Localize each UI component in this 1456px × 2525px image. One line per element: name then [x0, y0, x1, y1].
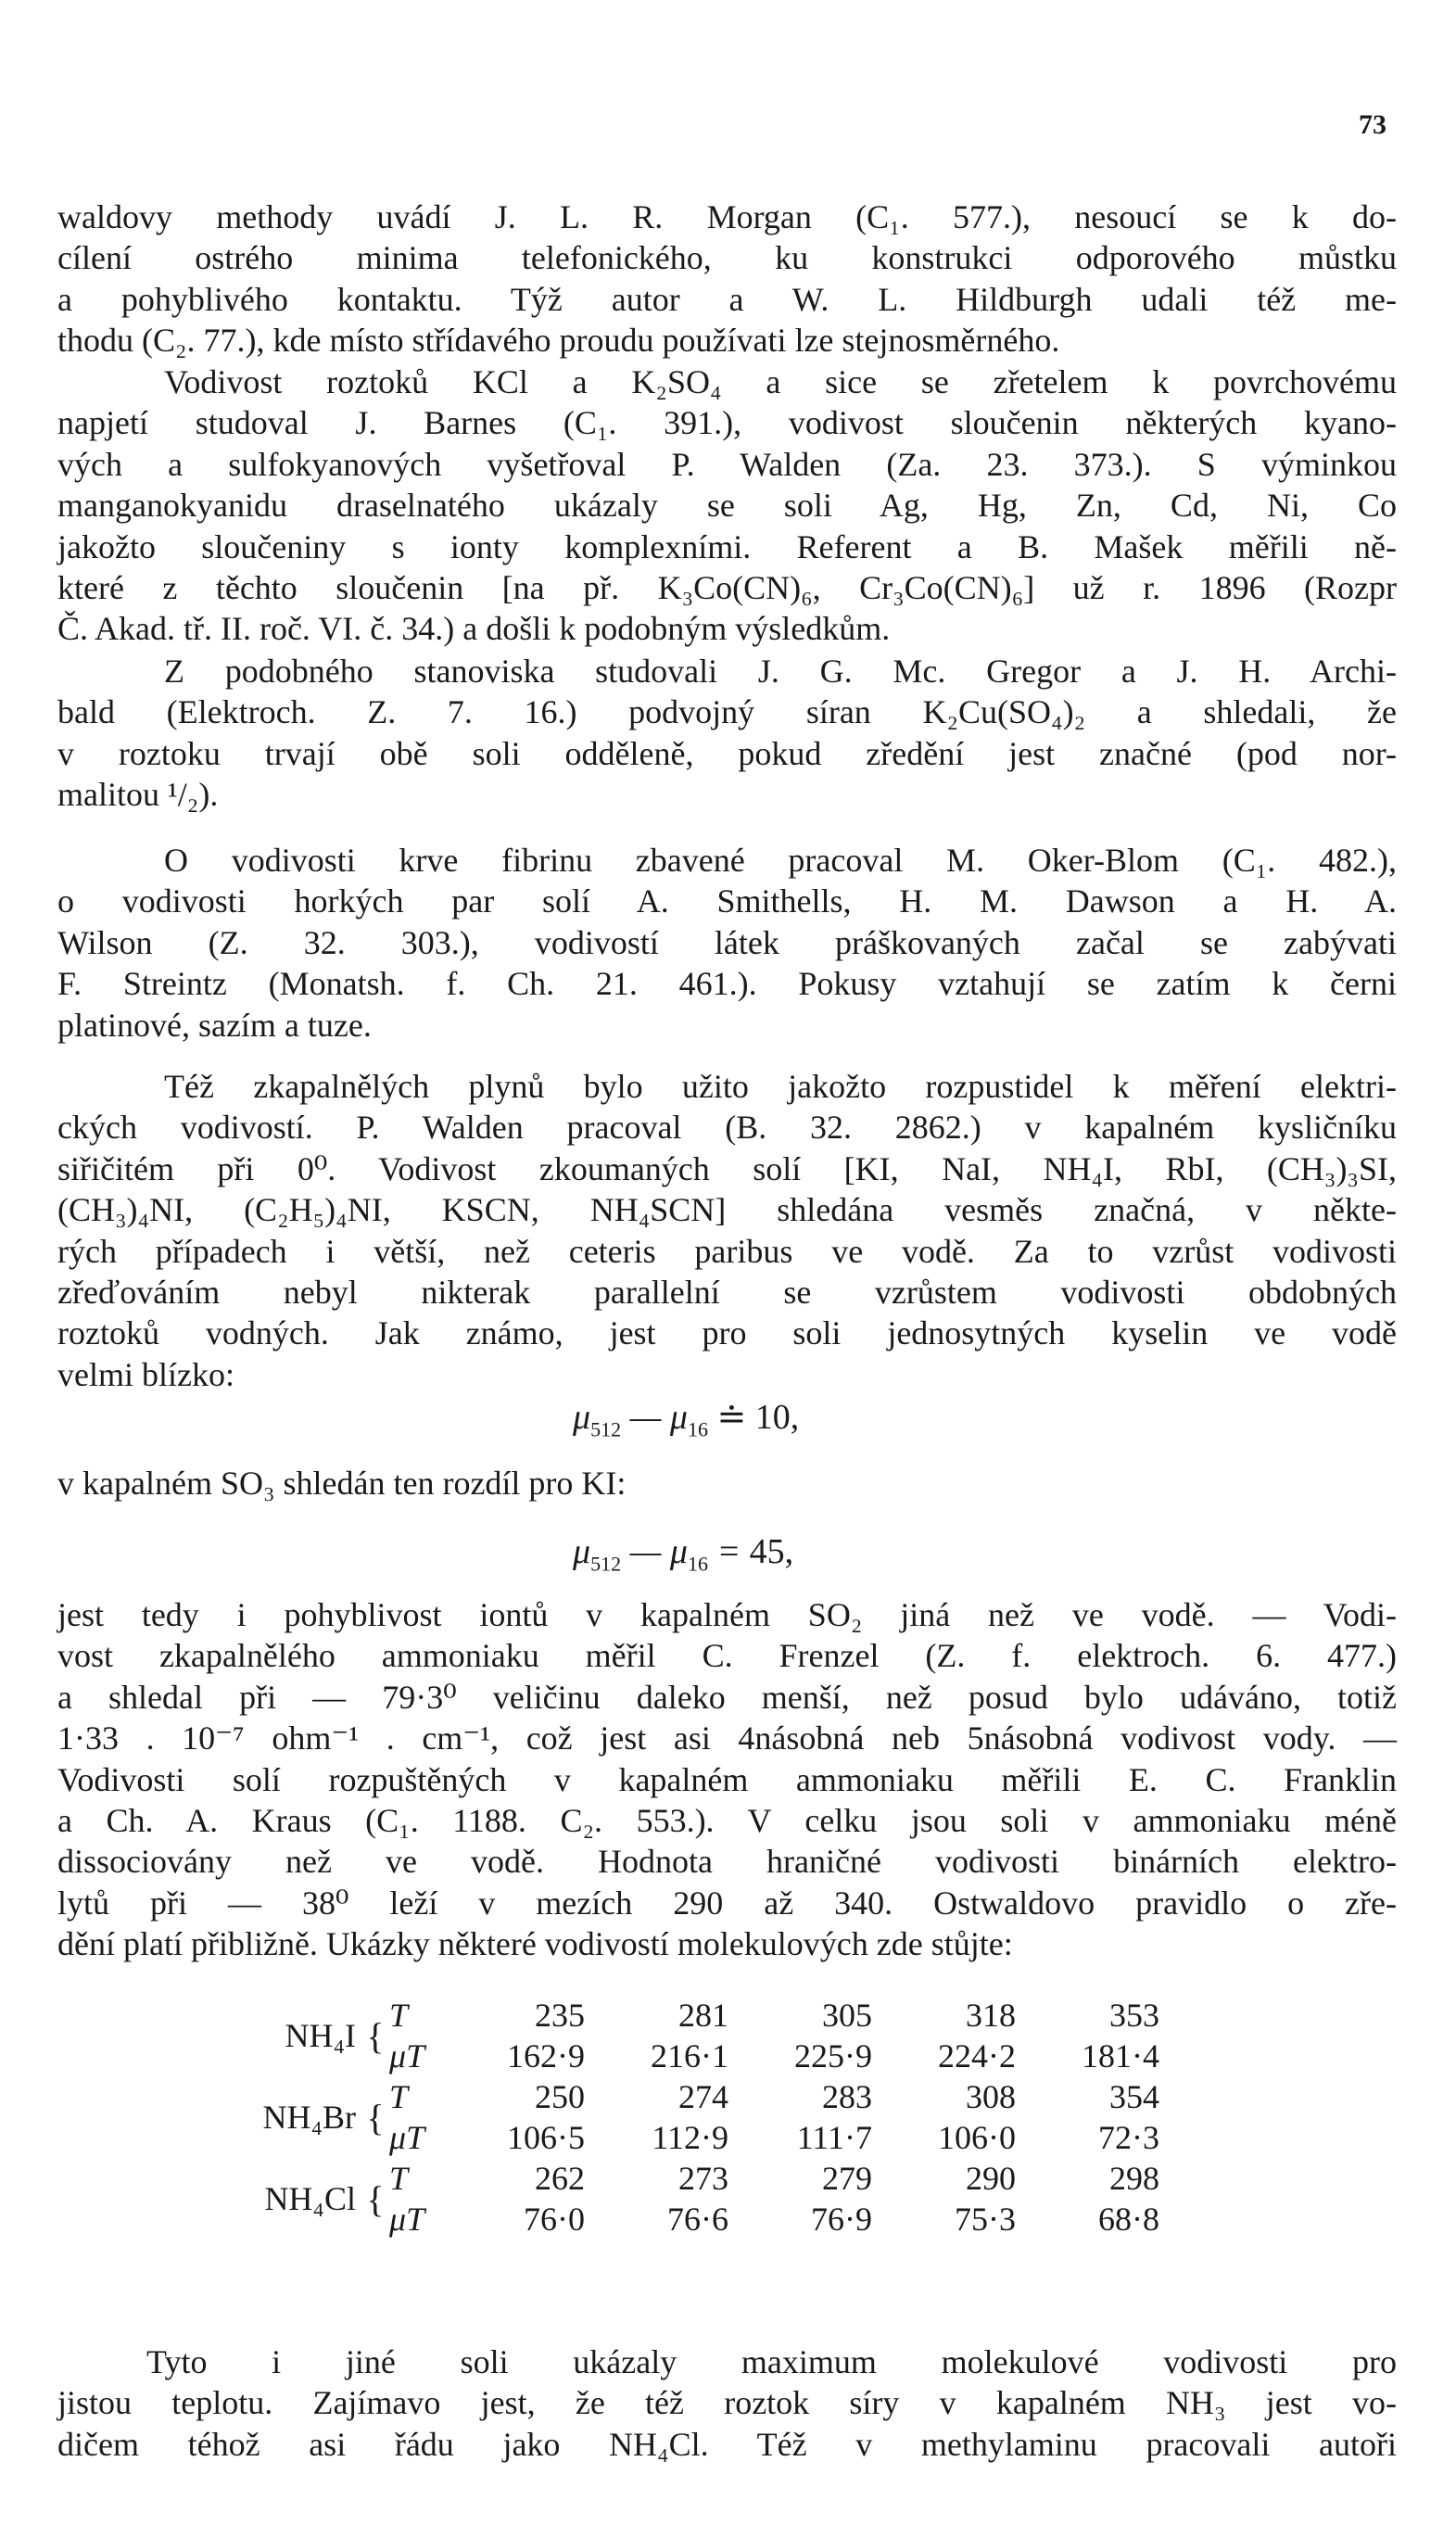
line: v kapalném SO₃ shledán ten rozdíl pro KI: — [57, 1465, 627, 1502]
table-cell: 353 — [1109, 1997, 1159, 2034]
minus-sign: — — [629, 1398, 662, 1437]
compound-label: NH₄I — [285, 2017, 356, 2054]
table-cell: 181·4 — [1082, 2037, 1159, 2075]
table-cell: 75·3 — [955, 2201, 1016, 2238]
table-row — [247, 1995, 1159, 2036]
table-cell: 106·5 — [507, 2119, 585, 2156]
table-cell: 72·3 — [1098, 2119, 1159, 2156]
compound-label: NH₄Cl — [264, 2180, 356, 2217]
line: v roztoku trvají obě soli odděleně, pokud zředění jest značné (pod nor- — [57, 734, 1397, 772]
table-cell: 76·0 — [524, 2201, 585, 2238]
line: (CH₃)₄NI, (C₂H₅)₄NI, KSCN, NH₄SCN] shledána vesměs značná, v někte- — [57, 1191, 1397, 1229]
line: a Ch. A. Kraus (C₁. 1188. C₂. 553.). V celku jsou soli v ammoniaku méně — [57, 1802, 1397, 1840]
table-cell: 68·8 — [1098, 2201, 1159, 2238]
table-cell: 106·0 — [938, 2119, 1016, 2156]
line: Tyto i jiné soli ukázaly maximum molekulové vodivosti pro — [146, 2343, 1397, 2380]
table-cell: 250 — [535, 2078, 585, 2115]
line: vost zkapalnělého ammoniaku měřil C. Frenzel (Z. f. elektroch. 6. 477.) — [57, 1637, 1397, 1675]
paragraph-maximum — [57, 2341, 1397, 2465]
line: napjetí studoval J. Barnes (C₁. 391.), vodivost sloučenin některých kyano- — [57, 404, 1397, 442]
line: bald (Elektroch. Z. 7. 16.) podvojný síran K₂Cu(SO₄)₂ a shledali, že — [57, 693, 1397, 731]
line: jakožto sloučeniny s ionty komplexními. Referent a B. Mašek měřili ně- — [57, 527, 1397, 565]
table-cell: 305 — [822, 1997, 872, 2034]
line: ckých vodivostí. P. Walden pracoval (B. 32. 2862.) v kapalném kysličníku — [57, 1109, 1397, 1147]
row-label-T: T — [389, 2078, 409, 2115]
equation-so3 — [573, 1531, 793, 1577]
line: Též zkapalnělých plynů bylo užito jakožto rozpustidel k měření elektri- — [164, 1068, 1397, 1105]
line: Z podobného stanoviska studovali J. G. Mc. Gregor a J. H. Archi- — [164, 653, 1397, 690]
line: vých a sulfokyanových vyšetřoval P. Walden (Za. 23. 373.). S výminkou — [57, 445, 1397, 483]
row-label-mu: μT — [389, 2119, 425, 2156]
line: F. Streintz (Monatsh. f. Ch. 21. 461.). Pokusy vztahují se zatím k černi — [57, 965, 1397, 1003]
table-cell: 235 — [535, 1997, 585, 2034]
line: manganokyanidu draselnatého ukázaly se soli Ag, Hg, Zn, Cd, Ni, Co — [57, 487, 1397, 525]
row-label-mu: μT — [389, 2201, 425, 2238]
line: roztoků vodných. Jak známo, jest pro soli jednosytných kyselin ve vodě — [57, 1314, 1397, 1352]
line: waldovy methody uvádí J. L. R. Morgan (C₁. 577.), nesoucí se k do- — [57, 198, 1397, 235]
line: o vodivosti horkých par solí A. Smithells, H. M. Dawson a H. A. — [57, 882, 1397, 920]
line: siřičitém při 0⁰. Vodivost zkoumaných solí [KI, NaI, NH₄I, RbI, (CH₃)₃SI, — [57, 1149, 1397, 1187]
line: platinové, sazím a tuze. — [57, 1006, 372, 1044]
paragraph-vodivost-roztoku — [57, 362, 1397, 650]
table-row — [247, 2158, 1159, 2199]
brace-glyph: { — [366, 2096, 385, 2138]
line: malitou ¹/₂). — [57, 776, 219, 814]
table-cell: 308 — [966, 2078, 1016, 2115]
brace-glyph: { — [366, 2177, 385, 2220]
paragraph-mcgregor — [57, 651, 1397, 816]
line: 1·33 . 10⁻⁷ ohm⁻¹ . cm⁻¹, což jest asi 4násobná neb 5násobná vodivost vody. — — [57, 1719, 1397, 1757]
line: dění platí přibližně. Ukázky některé vodivostí molekulových zde stůjte: — [57, 1925, 1013, 1963]
table-cell: 76·6 — [667, 2201, 728, 2238]
line: Vodivosti solí rozpuštěných v kapalném ammoniaku měřili E. C. Franklin — [57, 1760, 1397, 1798]
minus-sign: — — [629, 1532, 662, 1571]
line: zřeďováním nebyl nikterak parallelní se vzrůstem vodivosti obdobných — [57, 1274, 1397, 1312]
table-cell: 298 — [1109, 2160, 1159, 2197]
line: thodu (C₂. 77.), kde místo střídavého proudu používati lze stejnosměrného. — [57, 322, 1060, 360]
table-cell: 354 — [1109, 2078, 1159, 2115]
line: O vodivosti krve fibrinu zbavené pracoval M. Oker-Blom (C₁. 482.), — [164, 842, 1397, 879]
line: rých případech i větší, než ceteris paribus ve vodě. Za to vzrůst vodivosti — [57, 1232, 1397, 1270]
equation-water — [573, 1396, 799, 1442]
row-label-mu: μT — [389, 2037, 425, 2075]
table-cell: 76·9 — [811, 2201, 872, 2238]
equation-value: 10, — [754, 1398, 800, 1437]
table-row — [247, 2076, 1159, 2117]
table-cell: 290 — [966, 2160, 1016, 2197]
mu-symbol: $\mu_{16}$ — [669, 1532, 708, 1576]
table-cell: 318 — [966, 1997, 1016, 2034]
table-cell: 162·9 — [507, 2037, 585, 2075]
line: Wilson (Z. 32. 303.), vodivostí látek práškovaných začal se zabývati — [57, 923, 1397, 961]
mu-symbol: $\mu_{512}$ — [573, 1532, 622, 1576]
table-cell: 274 — [678, 2078, 728, 2115]
paragraph-morgan — [57, 197, 1397, 362]
table-cell: 111·7 — [796, 2119, 872, 2156]
equation-value: 45, — [749, 1532, 794, 1571]
line: Vodivost roztoků KCl a K₂SO₄ a sice se zřetelem k povrchovému — [164, 363, 1397, 400]
table-cell: 262 — [535, 2160, 585, 2197]
line: lytů při — 38⁰ leží v mezích 290 až 340. Ostwaldovo pravidlo o zře- — [57, 1884, 1397, 1922]
paragraph-so3 — [57, 1463, 1397, 1504]
line: dissociovány než ve vodě. Hodnota hraničné vodivosti binárních elektro- — [57, 1843, 1397, 1881]
table-cell: 225·9 — [794, 2037, 872, 2075]
mu-symbol: $\mu_{16}$ — [669, 1398, 708, 1441]
mu-symbol: $\mu_{512}$ — [573, 1398, 622, 1441]
line: dičem téhož asi řádu jako NH₄Cl. Též v methylaminu pracovali autoři — [57, 2425, 1397, 2463]
line: jest tedy i pohyblivost iontů v kapalném SO₂ jiná než ve vodě. — Vodi- — [57, 1596, 1397, 1633]
table-cell: 112·9 — [652, 2119, 728, 2156]
line: a pohyblivého kontaktu. Týž autor a W. L. Hildburgh udali též me- — [57, 280, 1397, 318]
line: jistou teplotu. Zajímavo jest, že též roztok síry v kapalném NH₃ jest vo- — [57, 2384, 1397, 2422]
paragraph-zkapalnelych-plynu — [57, 1066, 1397, 1395]
page-number: 73 — [1359, 109, 1386, 140]
table-cell: 281 — [678, 1997, 728, 2034]
line: Č. Akad. tř. II. roč. VI. č. 34.) a došli k podobným výsledkům. — [57, 610, 891, 648]
conductivity-table — [247, 1995, 1159, 2240]
table-cell: 224·2 — [938, 2037, 1016, 2075]
line: velmi blízko: — [57, 1355, 234, 1393]
line: a shledal při — 79·3⁰ veličinu daleko menší, než posud bylo udáváno, totiž — [57, 1678, 1397, 1716]
row-label-T: T — [389, 1997, 409, 2034]
table-cell: 273 — [678, 2160, 728, 2197]
table-cell: 283 — [822, 2078, 872, 2115]
relation-sign: = — [716, 1532, 741, 1571]
brace-glyph: { — [366, 2014, 385, 2057]
line: cílení ostrého minima telefonického, ku konstrukci odporového můstku — [57, 239, 1397, 277]
line: které z těchto sloučenin [na př. K₃Co(CN)₆, Cr₃Co(CN)₆] už r. 1896 (Rozpr — [57, 569, 1397, 607]
table-cell: 279 — [822, 2160, 872, 2197]
paragraph-oker-blom — [57, 840, 1397, 1046]
compound-label: NH₄Br — [262, 2099, 356, 2136]
row-label-T: T — [389, 2160, 409, 2197]
table-cell: 216·1 — [651, 2037, 728, 2075]
relation-sign: ≐ — [716, 1398, 747, 1437]
paragraph-ammoniak — [57, 1594, 1397, 1965]
